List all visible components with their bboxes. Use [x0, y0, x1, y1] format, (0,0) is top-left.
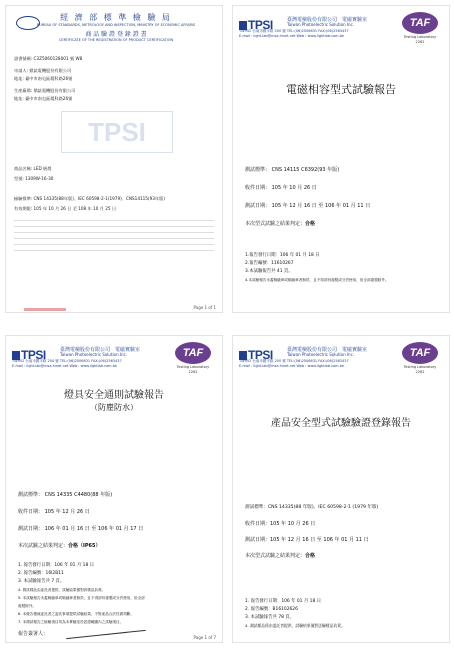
- lab-contact: E-mail : light.lab@msa.hinet.net Web : www.lightlab.com.tw: [12, 364, 117, 368]
- result-value: 合格: [305, 221, 316, 227]
- report-title: 產品安全型式試驗驗證登錄報告: [271, 418, 411, 429]
- certificate-table: [14, 220, 214, 256]
- lab-name-en: Taiwan Photoelectric Solution Inc.: [60, 352, 128, 357]
- test-date: 測試日期：105 年 12 月 16 日 至 106 年 01 月 11 日: [245, 537, 369, 543]
- page-number: Page 1 of 7: [193, 635, 216, 640]
- product-report-page: [232, 335, 450, 643]
- taf-badge: TAF Testing Laboratory 2262: [399, 342, 441, 374]
- note-item: 2.報告編號：11610267: [245, 261, 294, 266]
- lab-name-cn: 臺灣電檢股份有限公司 電磁實驗室: [287, 17, 368, 23]
- lab-header: [239, 344, 399, 368]
- cert-row: 生產廠場: 鼎鈦電機股份有限公司: [14, 88, 76, 93]
- certificate-title-en: BUREAU OF STANDARDS, METROLOGY AND INSPECTION, MINISTRY OF ECONOMIC AFFAIRS: [36, 23, 196, 27]
- certificate-page: [5, 5, 223, 313]
- note-item: 4. 測試樣品係由委託者提供，試驗結果僅對送驗樣品負責。: [245, 623, 345, 628]
- cert-row: 地址: 臺中市南屯區精科路26號: [14, 76, 73, 81]
- test-date: 測試日期： 106 年 01 月 16 日 至 106 年 01 月 17 日: [18, 526, 144, 532]
- cert-row: 證書號碼: C3Z5060128001 號 W8: [14, 56, 83, 61]
- taf-logo-icon: TAF: [402, 342, 438, 364]
- received-date: 收件日期： 105 年 10 月 26 日: [245, 185, 317, 191]
- result-line: 本次型式試驗之結果判定：合格: [245, 553, 316, 559]
- note-item: 3.本試驗報告共 41 頁。: [245, 269, 293, 274]
- result-value: 合格（IP65）: [68, 543, 101, 549]
- note-item: 1.報告發行日期：106 年 01 月 18 日: [245, 253, 320, 258]
- certificate-header: [36, 12, 196, 42]
- lab-name-cn: 臺灣電檢股份有限公司 電磁實驗室: [287, 347, 368, 353]
- cert-row: 有效期限: 105 年 10 月 26 日 至 108 年 10 月 25 日: [14, 206, 117, 211]
- lab-address: TW952 台南市國平路 200 號 TEL:(06)2506631 FAX:(06)2563437: [239, 359, 349, 363]
- signer-label: 報告簽署人：: [18, 631, 49, 637]
- result-line: 本次試驗之結果判定：合格（IP65）: [18, 543, 101, 549]
- red-stamp: [24, 308, 66, 311]
- watermark-logo: TPSI: [61, 111, 173, 153]
- tpsi-logo: TPSI: [239, 348, 273, 362]
- taf-logo-icon: TAF: [175, 342, 211, 364]
- lab-address: TW952 台南市國平路 200 號 TEL:(06)2506631 FAX:(06)2563437: [12, 359, 122, 363]
- lab-contact: E-mail : light.lab@msa.hinet.net Web : www.lightlab.com.tw: [239, 34, 344, 38]
- test-standard: 測試標準： CNS 14115 C6392(93 年版): [245, 167, 340, 173]
- report-subtitle: （防塵防水）: [90, 403, 138, 412]
- note-item: 2. 報告編號：B16102626: [245, 607, 298, 612]
- result-line: 本次型式試驗之結果判定：合格: [245, 221, 316, 227]
- lab-header: [239, 14, 399, 38]
- note-item: 1. 報告發行日期：106 年 01 月 18 日: [18, 563, 95, 568]
- result-value: 合格: [305, 553, 316, 559]
- cert-row: 型號: 1309W-16-30: [14, 176, 54, 181]
- note-item: 5. 本試驗報告未蓋騎縫章或騎縫章者無效，且不得部份複製或分頁使用，但全部: [18, 596, 145, 600]
- page-number: Page 1 of 1: [193, 305, 216, 310]
- test-standard: 測試標準： CNS 14335 C4480(88 年版): [18, 492, 113, 498]
- tpsi-logo: TPSI: [12, 348, 46, 362]
- tpsi-logo: TPSI: [239, 18, 273, 32]
- certificate-subtitle-cn: 商 品 驗 證 登 錄 證 書: [85, 31, 147, 38]
- cert-row: 申請人: 鼎鈦電機股份有限公司: [14, 68, 72, 73]
- taf-logo-icon: TAF: [402, 12, 438, 34]
- lab-header: [12, 344, 172, 368]
- cert-row: 商品名稱: LED 嵌燈: [14, 166, 52, 171]
- lab-contact: E-mail : light.lab@msa.hinet.net Web : www.lightlab.com.tw: [239, 364, 344, 368]
- received-date: 收件日期： 105 年 12 月 26 日: [18, 509, 90, 515]
- safety-report-page: [5, 335, 223, 643]
- note-item: 4. 測試樣品由委託者提供，試驗結果僅對該樣品負責。: [18, 588, 106, 592]
- certificate-subtitle-en: CERTIFICATE OF THE REGISTRATION OF PRODUCT CERTIFICATION: [58, 38, 174, 42]
- report-title: 電磁相容型式試驗報告: [286, 83, 396, 96]
- signature: [66, 630, 146, 639]
- received-date: 收件日期：105 年 10 月 26 日: [245, 521, 316, 527]
- note-item: 1. 報告發行日期：106 年 01 月 18 日: [245, 599, 322, 604]
- lab-name-cn: 臺灣電檢股份有限公司 電磁實驗室: [60, 347, 141, 353]
- note-item: 7. 本測試報告之檢驗項目均為本實驗室於認證範圍內之試驗項目。: [18, 620, 124, 624]
- certificate-title-cn: 經 濟 部 標 準 檢 驗 局: [60, 13, 172, 22]
- test-date: 測試日期： 105 年 12 月 16 日 至 106 年 01 月 11 日: [245, 203, 371, 209]
- note-item: 4.本試驗報告未蓋騎縫章或騎縫章者無效，且不得部份複製或分頁使用，但全部複製除外。: [245, 278, 389, 282]
- note-item: 3. 本試驗報告共 78 頁。: [245, 615, 295, 620]
- note-item: 2. 報告編號：16I2B11: [18, 571, 64, 576]
- cert-row: 地址: 臺中市南屯區精科路26號: [14, 96, 73, 101]
- lab-address: TW952 台南市國平路 200 號 TEL:(06)2506631 FAX:(06)2563437: [239, 29, 349, 33]
- taf-badge: TAF Testing Laboratory 2262: [399, 12, 441, 44]
- emc-report-page: [232, 5, 450, 313]
- report-title: 燈具安全通則試驗報告: [64, 390, 164, 401]
- note-item: 複製除外。: [18, 604, 36, 608]
- lab-name-en: Taiwan Photoelectric Solution Inc.: [287, 352, 355, 357]
- note-item: 3. 本試驗報告共 7 頁。: [18, 579, 65, 584]
- cert-row: 檢驗標準: CNS 14335(88年版)、IEC 60598-2-1(1979)、CNS14115(93年版): [14, 196, 165, 201]
- taf-badge: TAF Testing Laboratory 2262: [172, 342, 214, 374]
- test-standard: 測試標準：CNS 14335(88 年版)、IEC 60598-2-1 (1979 年版): [245, 505, 379, 510]
- lab-name-en: Taiwan Photoelectric Solution Inc.: [287, 22, 355, 27]
- note-item: 6. 本報告僅就委託者之委託事項提供試驗結果，不對產品合法性做判斷。: [18, 612, 134, 616]
